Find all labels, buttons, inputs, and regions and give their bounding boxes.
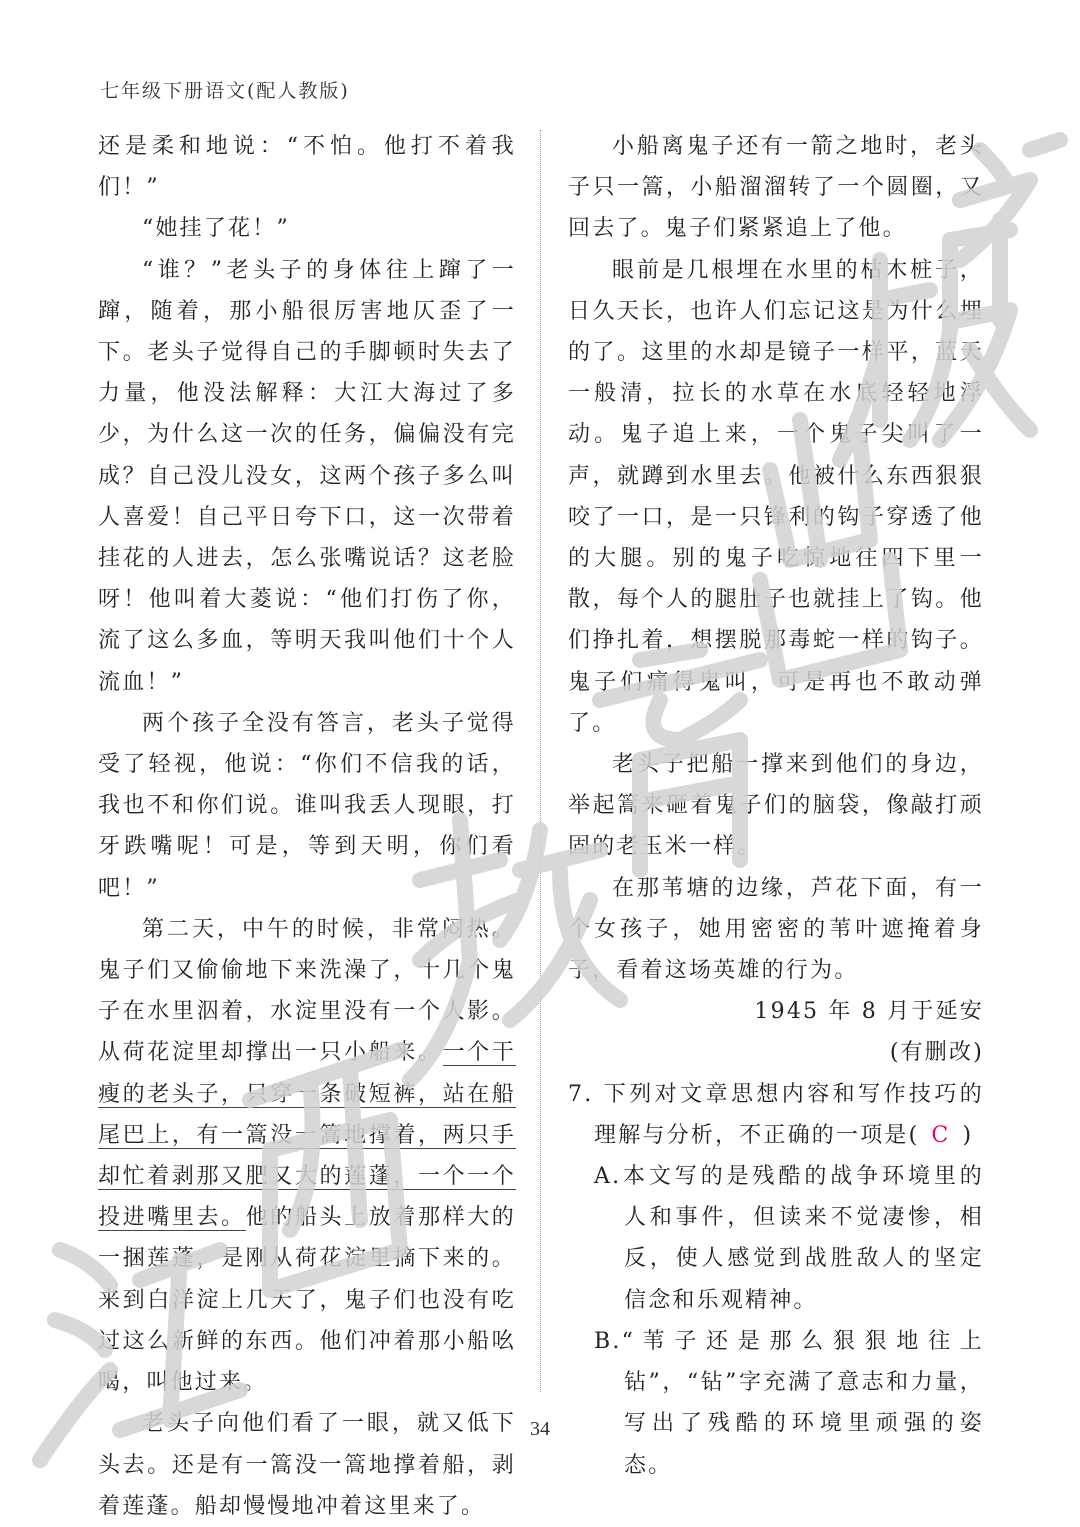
option-a bbox=[568, 1156, 984, 1321]
column-divider bbox=[540, 130, 541, 1392]
paragraph-with-underline bbox=[98, 909, 516, 1403]
paragraph-text: 第二天，中午的时候，非常闷热。鬼子们又偷偷地下来洗澡了，十几个鬼子在水里泅着，水淀里没有一个人影。从荷花淀里却撑出一只小船来。 bbox=[98, 916, 516, 1066]
option-text: “苇子还是那么狠狠地往上钻”，“钻”字充满了意志和力量，写出了残酷的环境里顽强的姿态。 bbox=[621, 1328, 984, 1478]
book-header: 七年级下册语文(配人教版) bbox=[100, 80, 350, 102]
paragraph: “她挂了花！” bbox=[142, 216, 290, 242]
paragraph-text: 他的船头上放着那样大的一捆莲蓬，是刚从荷花淀里摘下来的。来到白洋淀上几天了，鬼子们也没有吃过这么新鲜的东西。他们冲着那小船吆喝，叫他过来。 bbox=[98, 1205, 517, 1396]
option-b bbox=[568, 1321, 984, 1486]
question-text: 7. 下列对文章思想内容和写作技巧的理解与分析，不正确的一项是( bbox=[568, 1081, 984, 1148]
paragraph: 老头子向他们看了一眼，就又低下头去。还是有一篙没一篙地撑着船，剥着莲蓬。船却慢慢地冲着这里来了。 bbox=[98, 1411, 516, 1519]
source-note: (有删改) bbox=[889, 1040, 984, 1066]
underlined-passage: 一个干瘦的老头子，只穿一条破短裤，站在船尾巴上，有一篙没一篙地撑着，两只手却忙着剥那又肥又大的莲蓬，一个一个投进嘴里去。 bbox=[98, 1040, 516, 1231]
right-column bbox=[568, 126, 984, 1486]
date-line: 1945 年 8 月于延安 bbox=[754, 999, 984, 1025]
paragraph: 还是柔和地说：“不怕。他打不着我们！” bbox=[98, 134, 516, 201]
left-column bbox=[98, 126, 516, 1527]
question-text-end: ) bbox=[962, 1122, 974, 1148]
paragraph: 在那苇塘的边缘，芦花下面，有一个女孩子，她用密密的苇叶遮掩着身子，看着这场英雄的行为。 bbox=[568, 875, 984, 984]
paragraph: “谁？”老头子的身体往上蹿了一蹿，随着，那小船很厉害地仄歪了一下。老头子觉得自己的手脚顿时失去了力量，他没法解释：大江大海过了多少，为什么这一次的任务，偏偏没有完成？自己没儿没女，这两个孩子多么叫人喜爱！自己平日夸下口，这一次带着挂花的人进去，怎么张嘴说话？这老脸呀！他叫着大菱说：“他们打伤了你，流了这么多血，等明天我叫他们十个人流血！” bbox=[98, 257, 516, 695]
option-label: B. bbox=[594, 1328, 622, 1354]
page-number: 34 bbox=[530, 1418, 550, 1440]
paragraph: 两个孩子全没有答言，老头子觉得受了轻视，他说：“你们不信我的话，我也不和你们说。谁叫我丢人现眼，打牙跌嘴呢！可是，等到天明，你们看吧！” bbox=[98, 710, 516, 901]
paragraph: 眼前是几根埋在水里的枯木桩子，日久天长，也许人们忘记这是为什么埋的了。这里的水却是镜子一样平，蓝天一般清，拉长的水草在水底轻轻地浮动。鬼子追上来，一个鬼子尖叫了一声，就蹲到水里去。他被什么东西狠狠咬了一口，是一只锋利的钩子穿透了他的大腿。别的鬼子吃惊地往四下里一散，每个人的腿肚子也就挂上了钩。他们挣扎着，想摆脱那毒蛇一样的钩子。鬼子们痛得鬼叫，可是再也不敢动弹了。 bbox=[568, 257, 984, 736]
answer-mark: C bbox=[931, 1122, 951, 1148]
option-text: 本文写的是残酷的战争环境里的人和事件，但读来不觉凄惨，相反，使人感觉到战胜敌人的坚定信念和乐观精神。 bbox=[621, 1164, 984, 1313]
option-label: A. bbox=[594, 1164, 622, 1190]
paragraph: 小船离鬼子还有一箭之地时，老头子只一篙，小船溜溜转了一个圆圈，又回去了。鬼子们紧紧追上了他。 bbox=[568, 134, 984, 242]
question-stem bbox=[568, 1074, 984, 1156]
paragraph: 老头子把船一撑来到他们的身边，举起篙来砸着鬼子们的脑袋，像敲打顽固的老玉米一样。 bbox=[568, 752, 984, 860]
